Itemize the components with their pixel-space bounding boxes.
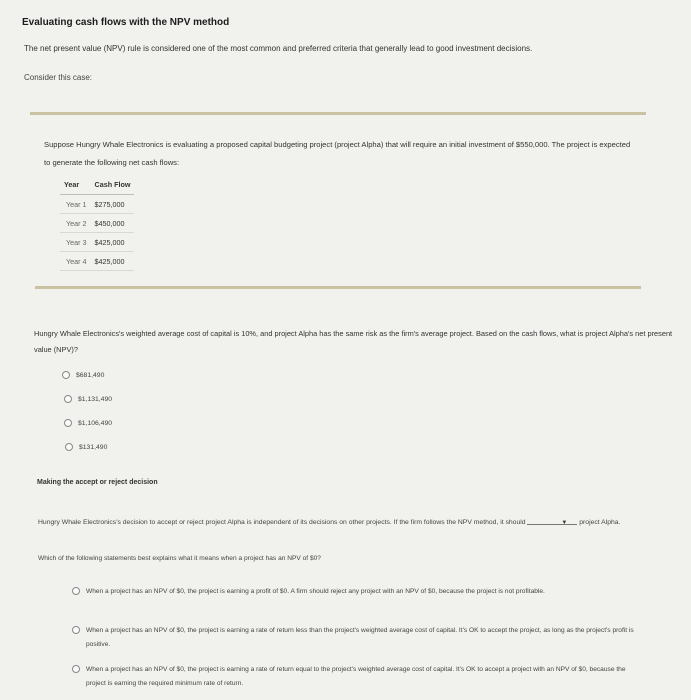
cash-flow-cell: $425,000 bbox=[91, 233, 135, 252]
divider-top bbox=[30, 112, 646, 115]
table-row bbox=[60, 233, 134, 252]
decision-suffix: project Alpha. bbox=[579, 519, 621, 526]
table-row bbox=[60, 195, 134, 214]
radio-button[interactable] bbox=[72, 626, 80, 634]
option-label: When a project has an NPV of $0, the project is earning a rate of return equal to the project's weighted average cost of capital. It's OK to accept a project with an NPV of $0, because the project is earning the required minimum rate of return. bbox=[86, 666, 626, 687]
option-label: $1,106,490 bbox=[78, 419, 113, 427]
radio-button[interactable] bbox=[72, 665, 80, 673]
header-year: Year bbox=[60, 176, 91, 195]
option-label: When a project has an NPV of $0, the project is earning a profit of $0. A firm should reject any project with an NPV of $0, because the project is not profitable. bbox=[86, 588, 545, 595]
cash-flow-cell: $450,000 bbox=[91, 214, 135, 233]
decision-statement bbox=[38, 515, 678, 531]
consider-label: Consider this case: bbox=[24, 73, 93, 82]
year-cell: Year 3 bbox=[60, 233, 91, 252]
npv-zero-question: Which of the following statements best explains what it means when a project has an NPV of $0? bbox=[38, 555, 321, 562]
year-cell: Year 4 bbox=[60, 252, 91, 271]
npv-zero-option-2[interactable] bbox=[72, 624, 646, 652]
section-heading: Making the accept or reject decision bbox=[37, 479, 158, 486]
npv-zero-option-3[interactable] bbox=[72, 663, 646, 691]
npv-zero-option-1[interactable] bbox=[72, 585, 646, 599]
table-row bbox=[60, 214, 134, 233]
page-title: Evaluating cash flows with the NPV method bbox=[22, 17, 230, 28]
npv-option-2[interactable] bbox=[64, 395, 112, 403]
cash-flow-table bbox=[60, 176, 134, 271]
radio-button[interactable] bbox=[65, 443, 73, 451]
table-row bbox=[60, 252, 134, 271]
table-header-row bbox=[60, 176, 134, 195]
option-label: When a project has an NPV of $0, the project is earning a rate of return less than the project's weighted average cost of capital. It's OK to accept the project, as long as the project's profit is positive. bbox=[86, 627, 634, 648]
scenario-text: Suppose Hungry Whale Electronics is evaluating a proposed capital budgeting project (project Alpha) that will require an initial investment of $550,000. The project is expected to generate the following net cash flows: bbox=[44, 140, 631, 167]
npv-option-4[interactable] bbox=[65, 443, 107, 451]
divider-middle bbox=[35, 286, 641, 289]
npv-question: Hungry Whale Electronics's weighted average cost of capital is 10%, and project Alpha has the same risk as the firm's average project. Based on the cash flows, what is project Alpha's net present value (NPV)? bbox=[34, 329, 673, 354]
chevron-down-icon[interactable]: ▼ bbox=[561, 520, 568, 526]
radio-button[interactable] bbox=[62, 371, 70, 379]
cash-flow-cell: $275,000 bbox=[91, 195, 135, 214]
option-label: $681,490 bbox=[76, 371, 105, 379]
radio-button[interactable] bbox=[64, 419, 72, 427]
option-label: $131,490 bbox=[79, 443, 108, 451]
radio-button[interactable] bbox=[72, 587, 80, 595]
year-cell: Year 1 bbox=[60, 195, 91, 214]
intro-text: The net present value (NPV) rule is considered one of the most common and preferred criteria that generally lead to good investment decisions. bbox=[24, 44, 533, 53]
option-label: $1,131,490 bbox=[78, 395, 113, 403]
decision-prefix: Hungry Whale Electronics's decision to accept or reject project Alpha is independent of its decisions on other projects. If the firm follows the NPV method, it should bbox=[38, 519, 526, 526]
header-cash-flow: Cash Flow bbox=[91, 176, 135, 195]
decision-dropdown[interactable] bbox=[527, 524, 577, 525]
year-cell: Year 2 bbox=[60, 214, 91, 233]
npv-option-1[interactable] bbox=[62, 371, 104, 379]
cash-flow-cell: $425,000 bbox=[91, 252, 135, 271]
radio-button[interactable] bbox=[64, 395, 72, 403]
npv-option-3[interactable] bbox=[64, 419, 112, 427]
